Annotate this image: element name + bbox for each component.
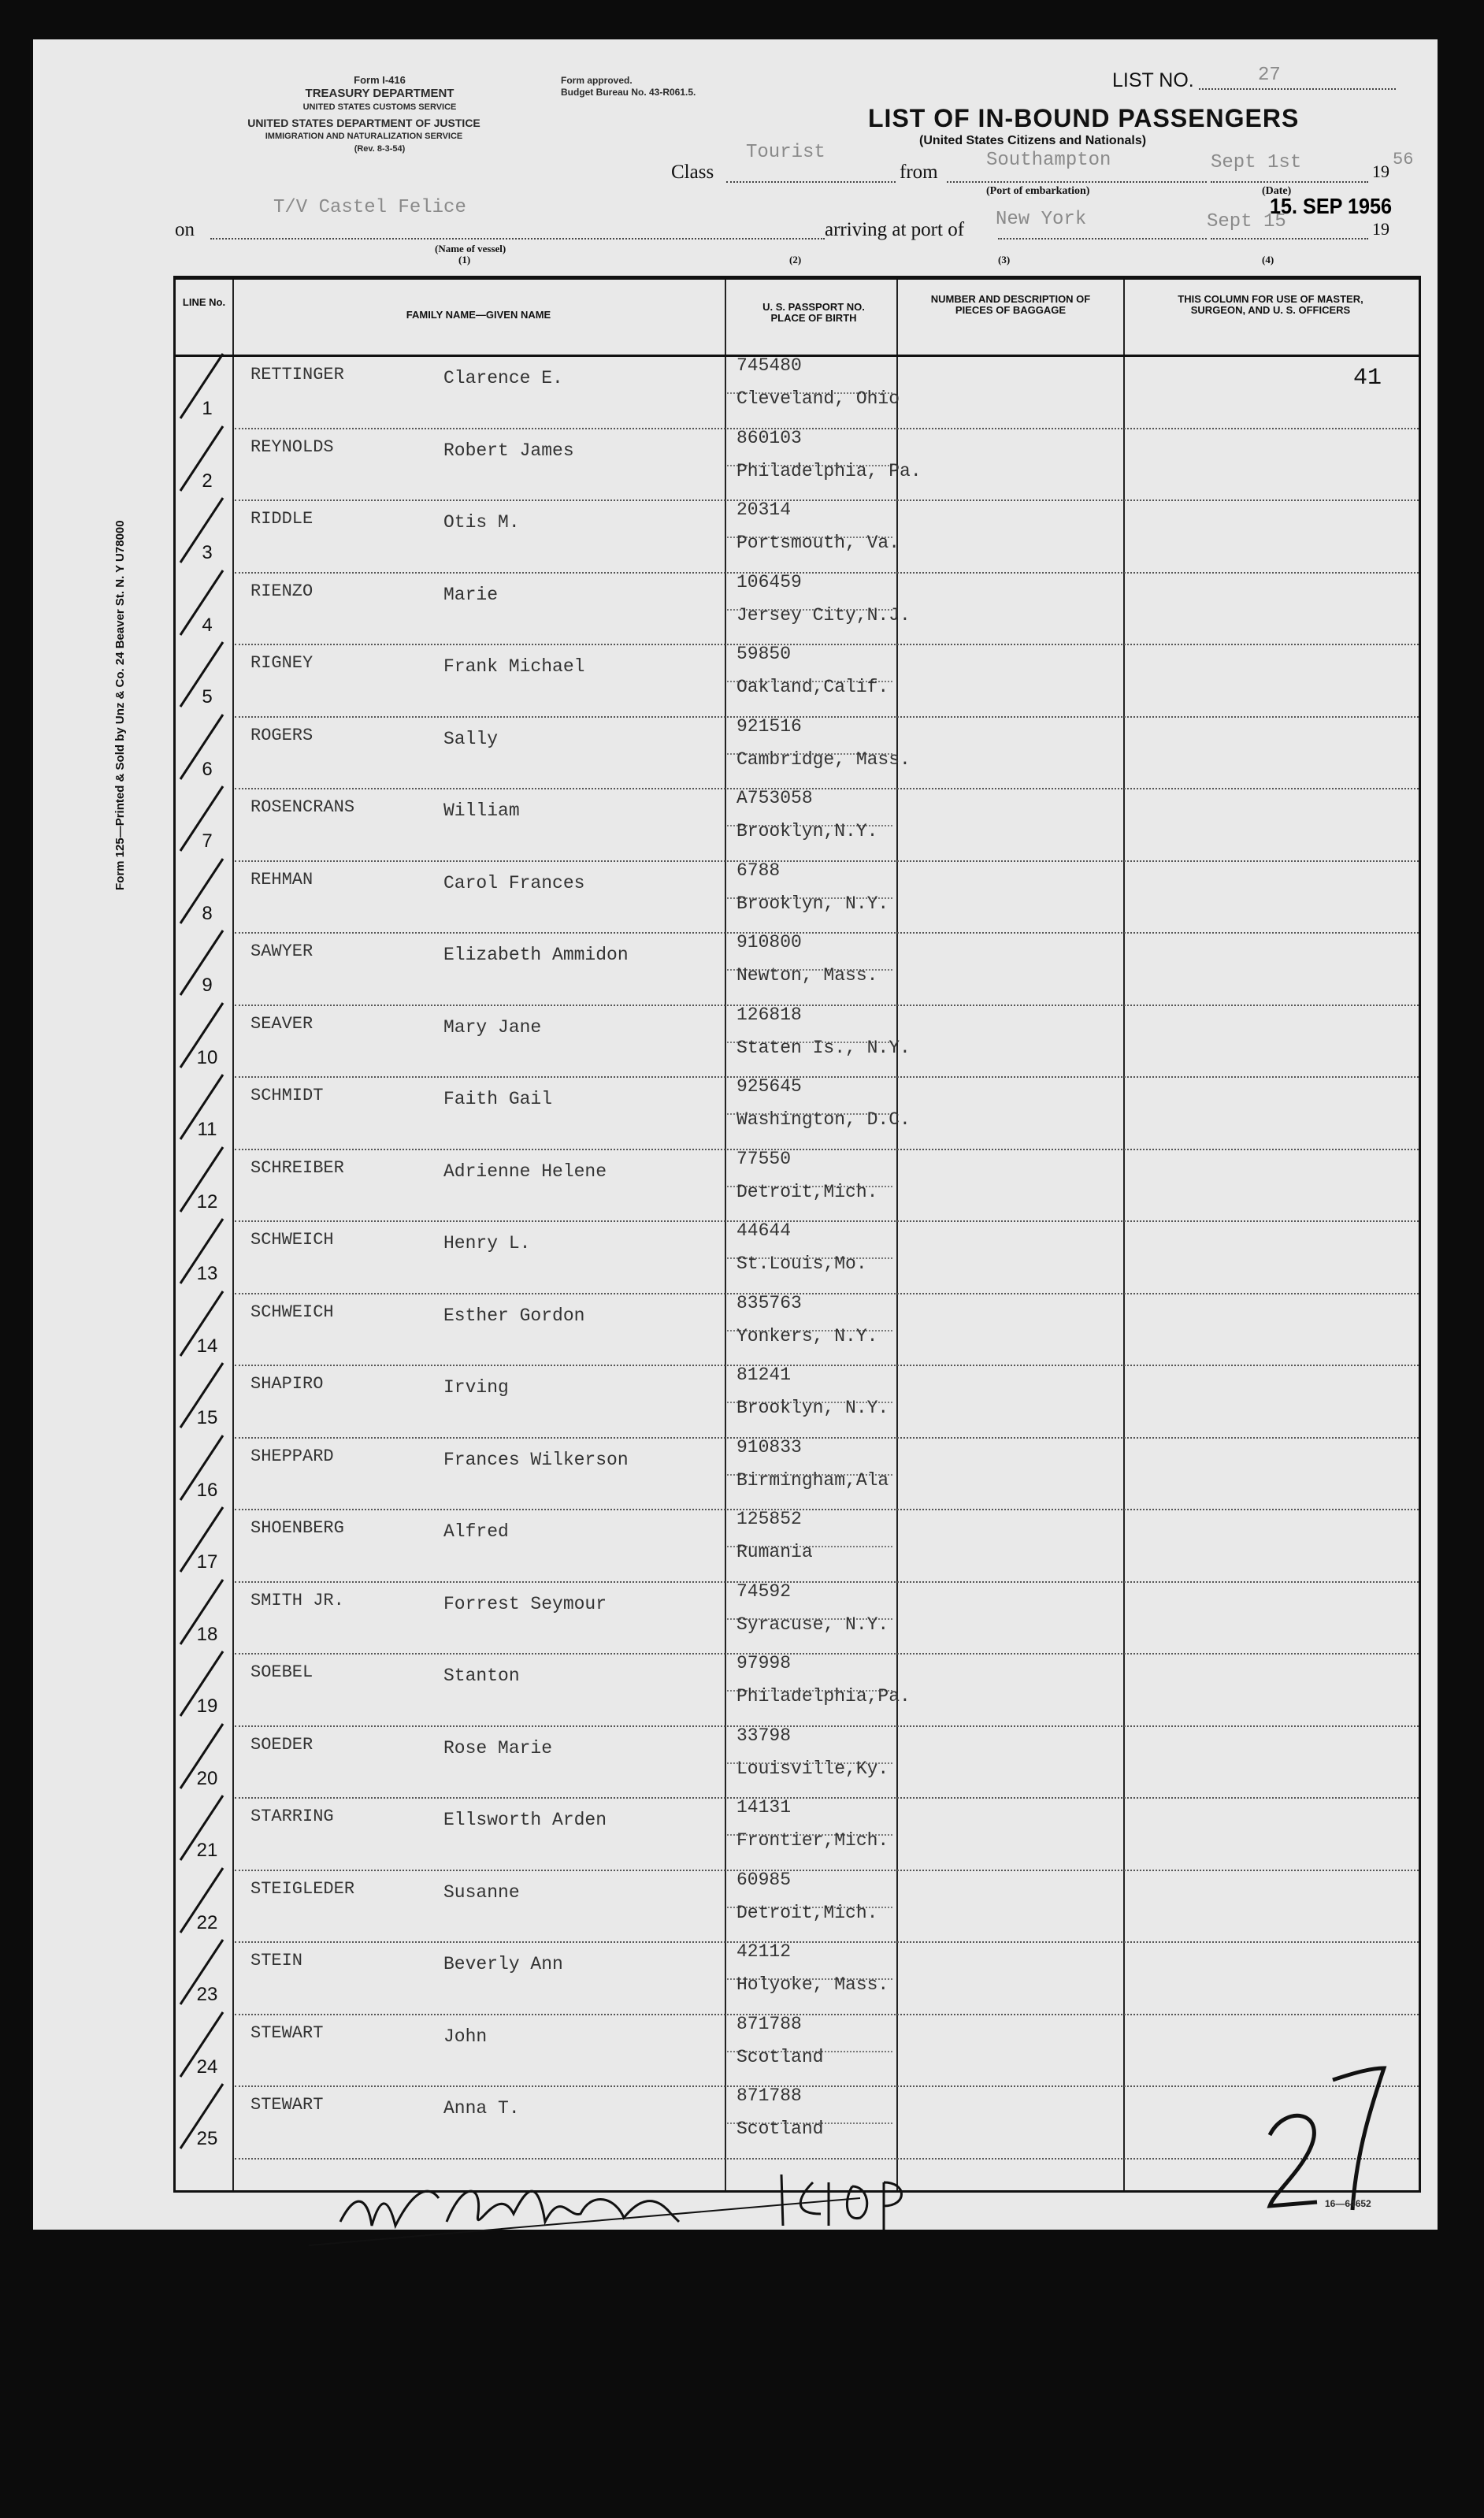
port-arrival: New York bbox=[996, 209, 1087, 230]
check-mark-icon bbox=[174, 564, 229, 647]
passport-number: A753058 bbox=[736, 788, 813, 808]
table-row bbox=[176, 1078, 1419, 1150]
given-name: William bbox=[443, 800, 520, 821]
passport-number: 81241 bbox=[736, 1365, 792, 1385]
header-baggage: NUMBER AND DESCRIPTION OF PIECES OF BAGGAGE bbox=[930, 293, 1091, 316]
passport-number: 97998 bbox=[736, 1653, 792, 1673]
place-of-birth: Scotland bbox=[736, 2119, 824, 2139]
check-mark-icon bbox=[174, 708, 229, 791]
place-of-birth: Newton, Mass. bbox=[736, 965, 878, 986]
form-code: 16—64652 bbox=[1325, 2198, 1371, 2209]
list-no-value: 27 bbox=[1258, 65, 1281, 86]
check-mark-icon bbox=[174, 924, 229, 1007]
place-of-birth: Holyoke, Mass. bbox=[736, 1974, 889, 1995]
arriving-label: arriving at port of bbox=[825, 219, 965, 240]
line-number: 19 bbox=[196, 1695, 218, 1717]
check-mark-icon bbox=[174, 2006, 229, 2089]
given-name: Sally bbox=[443, 728, 499, 749]
given-name: Frances Wilkerson bbox=[443, 1449, 629, 1470]
family-name: SHEPPARD bbox=[250, 1446, 334, 1466]
family-name: RETTINGER bbox=[250, 365, 344, 384]
place-of-birth: Syracuse, N.Y. bbox=[736, 1614, 889, 1635]
port-embark-caption: (Port of embarkation) bbox=[986, 185, 1090, 197]
line-number: 20 bbox=[196, 1767, 218, 1789]
port-embark: Southampton bbox=[986, 150, 1111, 171]
line-number: 16 bbox=[196, 1479, 218, 1501]
date-embark-line bbox=[1211, 181, 1368, 183]
table-row bbox=[176, 571, 1419, 646]
check-mark-icon bbox=[174, 1862, 229, 1944]
passport-number: 871788 bbox=[736, 2085, 802, 2106]
given-name: Adrienne Helene bbox=[443, 1161, 607, 1182]
family-name: ROSENCRANS bbox=[250, 797, 355, 817]
given-name: Carol Frances bbox=[443, 872, 585, 893]
table-row bbox=[176, 862, 1419, 934]
document-title: LIST OF IN-BOUND PASSENGERS bbox=[868, 104, 1300, 132]
line-number: 21 bbox=[196, 1840, 218, 1861]
line-number: 2 bbox=[202, 470, 213, 492]
place-of-birth: St.Louis,Mo. bbox=[736, 1253, 867, 1274]
family-name: SCHMIDT bbox=[250, 1086, 324, 1105]
family-name: SOEDER bbox=[250, 1734, 313, 1755]
family-name: REYNOLDS bbox=[250, 436, 334, 457]
check-mark-icon bbox=[174, 2078, 229, 2160]
check-mark-icon bbox=[174, 1213, 229, 1295]
form-number: Form I-416 bbox=[354, 74, 406, 86]
place-of-birth: Scotland bbox=[736, 2046, 824, 2067]
passport-number: 77550 bbox=[736, 1148, 792, 1169]
table-row bbox=[176, 501, 1419, 574]
passport-number: 33798 bbox=[736, 1725, 792, 1746]
passport-number: 44644 bbox=[736, 1220, 792, 1241]
passport-number: 871788 bbox=[736, 2013, 802, 2034]
table-row bbox=[176, 1580, 1419, 1655]
check-mark-icon bbox=[174, 780, 229, 863]
line-number: 25 bbox=[196, 2128, 218, 2149]
passport-number: 74592 bbox=[736, 1580, 792, 1602]
from-label: from bbox=[900, 162, 938, 183]
passport-number: 106459 bbox=[736, 571, 802, 592]
family-name: SEAVER bbox=[250, 1013, 313, 1034]
table-row bbox=[176, 789, 1419, 862]
family-name: REHMAN bbox=[250, 869, 313, 889]
line-number: 18 bbox=[196, 1623, 218, 1645]
table-row bbox=[176, 1727, 1419, 1799]
given-name: Esther Gordon bbox=[443, 1305, 585, 1326]
place-of-birth: Philadelphia, Pa. bbox=[736, 460, 922, 481]
header-passport: U. S. PASSPORT NO. PLACE OF BIRTH bbox=[762, 301, 865, 324]
given-name: Clarence E. bbox=[443, 368, 563, 388]
table-row bbox=[176, 1294, 1419, 1367]
place-of-birth: Washington, D.C. bbox=[736, 1109, 911, 1130]
table-row bbox=[176, 429, 1419, 502]
check-mark-icon bbox=[174, 636, 229, 719]
check-mark-icon bbox=[174, 1789, 229, 1872]
arrival-stamp: 15. SEP 1956 bbox=[1270, 194, 1393, 218]
line-number: 1 bbox=[202, 398, 213, 419]
family-name: SAWYER bbox=[250, 941, 313, 961]
header-name: FAMILY NAME—GIVEN NAME bbox=[406, 309, 551, 321]
officer-signature bbox=[309, 2151, 1018, 2269]
family-name: ROGERS bbox=[250, 725, 313, 745]
table-row bbox=[176, 645, 1419, 718]
justice-dept: UNITED STATES DEPARTMENT OF JUSTICE bbox=[247, 117, 480, 129]
vessel-line bbox=[210, 238, 825, 240]
col-index-2: (2) bbox=[789, 254, 802, 266]
table-row bbox=[176, 1366, 1419, 1439]
list-no-label: LIST NO. bbox=[1112, 69, 1194, 91]
check-mark-icon bbox=[174, 1357, 229, 1439]
given-name: Mary Jane bbox=[443, 1016, 542, 1038]
given-name: Henry L. bbox=[443, 1233, 531, 1253]
table-row bbox=[176, 715, 1419, 790]
passport-number: 910800 bbox=[736, 932, 802, 953]
revision-date: (Rev. 8-3-54) bbox=[354, 144, 406, 154]
vessel-name: T/V Castel Felice bbox=[273, 197, 466, 218]
family-name: RIENZO bbox=[250, 581, 313, 601]
family-name: SMITH JR. bbox=[250, 1590, 344, 1610]
header-line-no: LINE No. bbox=[182, 296, 226, 308]
family-name: STEIGLEDER bbox=[250, 1878, 355, 1899]
place-of-birth: Detroit,Mich. bbox=[736, 1902, 878, 1923]
line-number: 4 bbox=[202, 614, 213, 636]
table-row bbox=[176, 2087, 1419, 2160]
passport-number: 6788 bbox=[736, 860, 781, 881]
line-number: 15 bbox=[196, 1407, 218, 1428]
date-embark: Sept 1st bbox=[1211, 152, 1302, 173]
line-number: 5 bbox=[202, 686, 213, 707]
table-row bbox=[176, 357, 1419, 429]
col-index-1: (1) bbox=[458, 254, 471, 266]
passport-number: 126818 bbox=[736, 1004, 802, 1025]
family-name: STEWART bbox=[250, 2022, 324, 2043]
given-name: Elizabeth Ammidon bbox=[443, 945, 629, 965]
check-mark-icon bbox=[174, 347, 229, 430]
given-name: Marie bbox=[443, 584, 499, 605]
date-arrival-line bbox=[1211, 238, 1368, 240]
passport-number: 921516 bbox=[736, 715, 802, 737]
col-index-4: (4) bbox=[1262, 254, 1274, 266]
officer-annotation: 41 bbox=[1353, 365, 1382, 392]
check-mark-icon bbox=[174, 420, 229, 503]
place-of-birth: Rumania bbox=[736, 1542, 813, 1562]
class-value: Tourist bbox=[746, 142, 825, 163]
passport-number: 20314 bbox=[736, 500, 792, 520]
table-row bbox=[176, 1943, 1419, 2015]
line-number: 12 bbox=[196, 1190, 218, 1213]
passport-number: 925645 bbox=[736, 1076, 802, 1097]
list-no-line bbox=[1199, 88, 1396, 90]
family-name: RIDDLE bbox=[250, 509, 313, 529]
family-name: STARRING bbox=[250, 1807, 334, 1826]
line-number: 7 bbox=[202, 830, 213, 852]
on-label: on bbox=[175, 219, 195, 240]
place-of-birth: Brooklyn, N.Y. bbox=[736, 893, 889, 914]
given-name: Ellsworth Arden bbox=[443, 1810, 607, 1830]
vessel-caption: (Name of vessel) bbox=[435, 243, 506, 254]
family-name: SOEBEL bbox=[250, 1662, 313, 1682]
check-mark-icon bbox=[174, 1501, 229, 1584]
given-name: Susanne bbox=[443, 1881, 520, 1903]
place-of-birth: Philadelphia,Pa. bbox=[736, 1686, 911, 1707]
place-of-birth: Brooklyn, N.Y. bbox=[736, 1398, 889, 1418]
passport-number: 59850 bbox=[736, 644, 792, 664]
check-mark-icon bbox=[174, 1141, 229, 1224]
given-name: John bbox=[443, 2026, 488, 2047]
budget-bureau: Budget Bureau No. 43-R061.5. bbox=[561, 87, 696, 98]
place-of-birth: Birmingham,Ala bbox=[736, 1469, 889, 1491]
family-name: SCHREIBER bbox=[250, 1157, 344, 1178]
customs-service: UNITED STATES CUSTOMS SERVICE bbox=[302, 102, 457, 112]
line-number: 6 bbox=[202, 758, 213, 780]
col-index-3: (3) bbox=[998, 254, 1011, 266]
check-mark-icon bbox=[174, 1068, 229, 1151]
given-name: Alfred bbox=[443, 1521, 509, 1542]
table-row bbox=[176, 2015, 1419, 2088]
table-row bbox=[176, 1510, 1419, 1583]
passport-number: 835763 bbox=[736, 1292, 802, 1313]
given-name: Otis M. bbox=[443, 512, 520, 533]
table-row bbox=[176, 1871, 1419, 1944]
line-number: 14 bbox=[196, 1335, 218, 1357]
document-subtitle: (United States Citizens and Nationals) bbox=[919, 134, 1147, 147]
place-of-birth: Detroit,Mich. bbox=[736, 1181, 878, 1202]
passport-number: 745480 bbox=[736, 355, 802, 376]
given-name: Robert James bbox=[443, 440, 574, 461]
line-number: 23 bbox=[196, 1984, 218, 2005]
line-number: 17 bbox=[196, 1551, 218, 1573]
year-prefix-1: 19 bbox=[1372, 162, 1389, 181]
passport-number: 42112 bbox=[736, 1941, 792, 1962]
passport-number: 14131 bbox=[736, 1797, 792, 1818]
place-of-birth: Cleveland, Ohio bbox=[736, 388, 900, 409]
check-mark-icon bbox=[174, 1573, 229, 1656]
check-mark-icon bbox=[174, 1429, 229, 1512]
place-of-birth: Louisville,Ky. bbox=[736, 1758, 889, 1779]
given-name: Beverly Ann bbox=[443, 1954, 563, 1974]
given-name: Irving bbox=[443, 1377, 509, 1398]
line-number: 24 bbox=[196, 2056, 218, 2078]
header-officers: THIS COLUMN FOR USE OF MASTER, SURGEON, AND U. S. OFFICERS bbox=[1178, 293, 1363, 316]
check-mark-icon bbox=[174, 852, 229, 935]
printer-imprint: Form 125—Printed & Sold by Unz & Co. 24 Beaver St. N. Y U78000 bbox=[113, 520, 127, 890]
given-name: Frank Michael bbox=[443, 656, 585, 677]
line-number: 3 bbox=[202, 542, 213, 563]
passport-number: 60985 bbox=[736, 1869, 792, 1890]
date-arrival: Sept 15 bbox=[1207, 211, 1286, 232]
table-row bbox=[176, 934, 1419, 1006]
passenger-table bbox=[173, 276, 1421, 2193]
date-caption: (Date) bbox=[1262, 185, 1292, 197]
place-of-birth: Brooklyn,N.Y. bbox=[736, 821, 878, 841]
line-number: 11 bbox=[197, 1119, 217, 1140]
given-name: Faith Gail bbox=[443, 1089, 553, 1109]
check-mark-icon bbox=[174, 1645, 229, 1728]
document-sheet bbox=[33, 39, 1438, 2230]
line-number: 22 bbox=[196, 1911, 218, 1933]
place-of-birth: Cambridge, Mass. bbox=[736, 748, 911, 770]
given-name: Rose Marie bbox=[443, 1737, 553, 1759]
treasury-dept: TREASURY DEPARTMENT bbox=[305, 87, 454, 100]
ins-service: IMMIGRATION AND NATURALIZATION SERVICE bbox=[265, 132, 463, 141]
place-of-birth: Portsmouth, Va. bbox=[736, 533, 900, 553]
place-of-birth: Jersey City,N.J. bbox=[736, 604, 911, 626]
check-mark-icon bbox=[174, 1285, 229, 1368]
family-name: RIGNEY bbox=[250, 653, 313, 673]
family-name: STEWART bbox=[250, 2095, 324, 2115]
line-number: 10 bbox=[196, 1046, 218, 1068]
table-row bbox=[176, 1436, 1419, 1511]
passport-number: 860103 bbox=[736, 427, 802, 448]
table-row bbox=[176, 1006, 1419, 1079]
place-of-birth: Frontier,Mich. bbox=[736, 1830, 889, 1851]
passport-number: 125852 bbox=[736, 1509, 802, 1529]
check-mark-icon bbox=[174, 492, 229, 574]
from-line bbox=[947, 181, 1207, 183]
line-number: 9 bbox=[202, 975, 213, 996]
table-row bbox=[176, 1222, 1419, 1294]
given-name: Stanton bbox=[443, 1666, 520, 1686]
port-arrival-line bbox=[998, 238, 1207, 240]
year-embark: 56 bbox=[1393, 150, 1414, 169]
form-approved: Form approved. bbox=[561, 75, 633, 86]
family-name: STEIN bbox=[250, 1951, 303, 1970]
handwritten-total bbox=[1254, 2048, 1412, 2222]
family-name: SCHWEICH bbox=[250, 1302, 334, 1322]
passport-number: 910833 bbox=[736, 1436, 802, 1458]
year-prefix-2: 19 bbox=[1372, 219, 1389, 239]
given-name: Forrest Seymour bbox=[443, 1593, 607, 1614]
family-name: SCHWEICH bbox=[250, 1230, 334, 1250]
check-mark-icon bbox=[174, 997, 229, 1079]
given-name: Anna T. bbox=[443, 2098, 520, 2119]
line-number: 8 bbox=[202, 902, 213, 924]
place-of-birth: Oakland,Calif. bbox=[736, 677, 889, 697]
check-mark-icon bbox=[174, 1933, 229, 2016]
table-row bbox=[176, 1655, 1419, 1727]
table-row bbox=[176, 1799, 1419, 1871]
place-of-birth: Staten Is., N.Y. bbox=[736, 1037, 911, 1058]
line-number: 13 bbox=[196, 1263, 218, 1284]
check-mark-icon bbox=[174, 1718, 229, 1800]
family-name: SHOENBERG bbox=[250, 1518, 344, 1538]
class-line bbox=[726, 181, 896, 183]
table-row bbox=[176, 1150, 1419, 1223]
place-of-birth: Yonkers, N.Y. bbox=[736, 1325, 878, 1346]
family-name: SHAPIRO bbox=[250, 1374, 324, 1394]
class-label: Class bbox=[671, 162, 714, 183]
